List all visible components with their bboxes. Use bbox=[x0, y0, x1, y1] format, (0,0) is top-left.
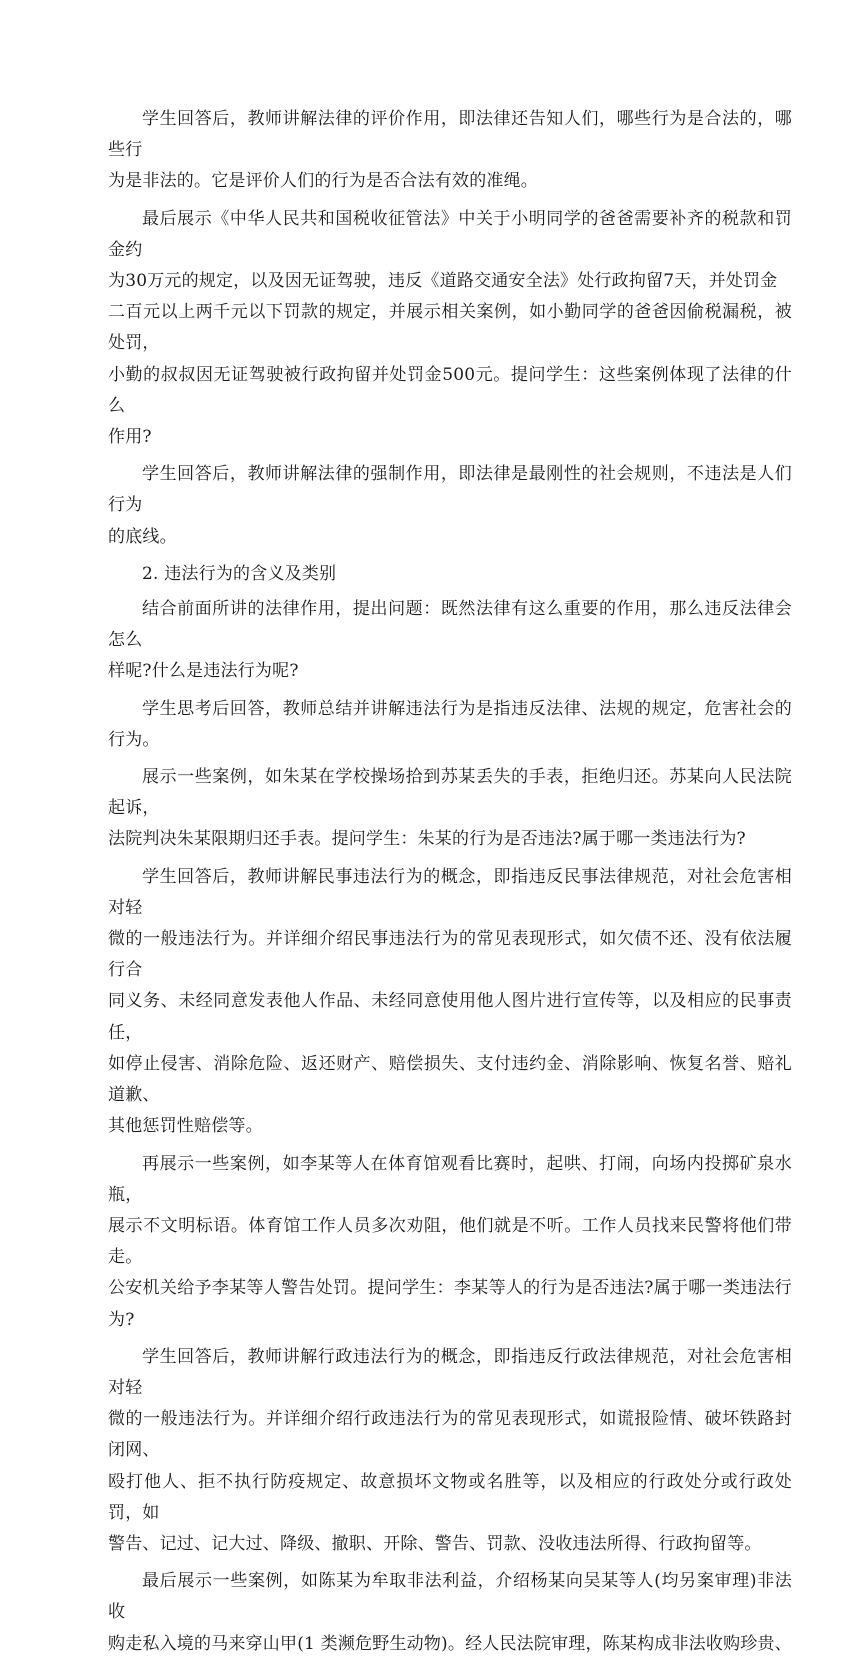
paragraph-3: 学生回答后，教师讲解法律的强制作用，即法律是最刚性的社会规则，不违法是人们行为 的底线。 bbox=[108, 464, 792, 547]
paragraph-7: 学生回答后，教师讲解民事违法行为的概念，即指违反民事法律规范，对社会危害相对轻 微的一般违法行为。并详细介绍民事违法行为的常见表现形式，如欠债不还、没有依法履行合 同义务、未经同意发表他人作品、未经同意使用他人图片进行宣传等，以及相应的民事责任， 如停止侵害、消除危险、返还财产、赔偿损失、支付违约金、消除影响、恢复名誉、赔礼道歉、 其他惩罚性赔偿等。 bbox=[108, 866, 792, 1137]
paragraph-5: 学生思考后回答，教师总结并讲解违法行为是指违反法律、法规的规定，危害社会的行为。 bbox=[108, 698, 792, 750]
paragraph-1: 学生回答后，教师讲解法律的评价作用，即法律还告知人们，哪些行为是合法的，哪些行 为是非法的。它是评价人们的行为是否合法有效的准绳。 bbox=[108, 109, 792, 192]
paragraph-10: 最后展示一些案例，如陈某为牟取非法利益，介绍杨某向吴某等人(均另案审理)非法收 购走私入境的马来穿山甲(1 类濒危野生动物)。经人民法院审理，陈某构成非法收购珍贵、 bbox=[108, 1571, 792, 1654]
section-heading: 2. 违法行为的含义及类别 bbox=[142, 563, 337, 584]
paragraph-2: 最后展示《中华人民共和国税收征管法》中关于小明同学的爸爸需要补齐的税款和罚金约 为30万元的规定，以及因无证驾驶，违反《道路交通安全法》处行政拘留7天，并处罚金 二百元以上两千元以下罚款的规定，并展示相关案例，如小勤同学的爸爸因偷税漏税，被处罚， 小勤的叔叔因无证驾驶被行政拘留并处罚金500元。提问学生：这些案例体现了法律的什么 作用? bbox=[108, 208, 792, 448]
paragraph-9: 学生回答后，教师讲解行政违法行为的概念，即指违反行政法律规范，对社会危害相对轻 微的一般违法行为。并详细介绍行政违法行为的常见表现形式，如谎报险情、破坏铁路封闭网、 殴打他人、拒不执行防疫规定、故意损坏文物或名胜等，以及相应的行政处分或行政处罚，如 警告、记过、记大过、降级、撤职、开除、警告、罚款、没收违法所得、行政拘留等。 bbox=[108, 1346, 792, 1554]
paragraph-4: 结合前面所讲的法律作用，提出问题：既然法律有这么重要的作用，那么违反法律会怎么 样呢?什么是违法行为呢? bbox=[108, 599, 792, 682]
paragraph-8: 再展示一些案例，如李某等人在体育馆观看比赛时，起哄、打闹，向场内投掷矿泉水瓶， 展示不文明标语。体育馆工作人员多次劝阻，他们就是不听。工作人员找来民警将他们带走。 公安机关给予李某等人警告处罚。提问学生：李某等人的行为是否违法?属于哪一类违法行为? bbox=[108, 1153, 792, 1330]
paragraph-6: 展示一些案例，如朱某在学校操场拾到苏某丢失的手表，拒绝归还。苏某向人民法院起诉， 法院判决朱某限期归还手表。提问学生：朱某的行为是否违法?属于哪一类违法行为? bbox=[108, 767, 792, 850]
document-page bbox=[108, 104, 792, 1666]
